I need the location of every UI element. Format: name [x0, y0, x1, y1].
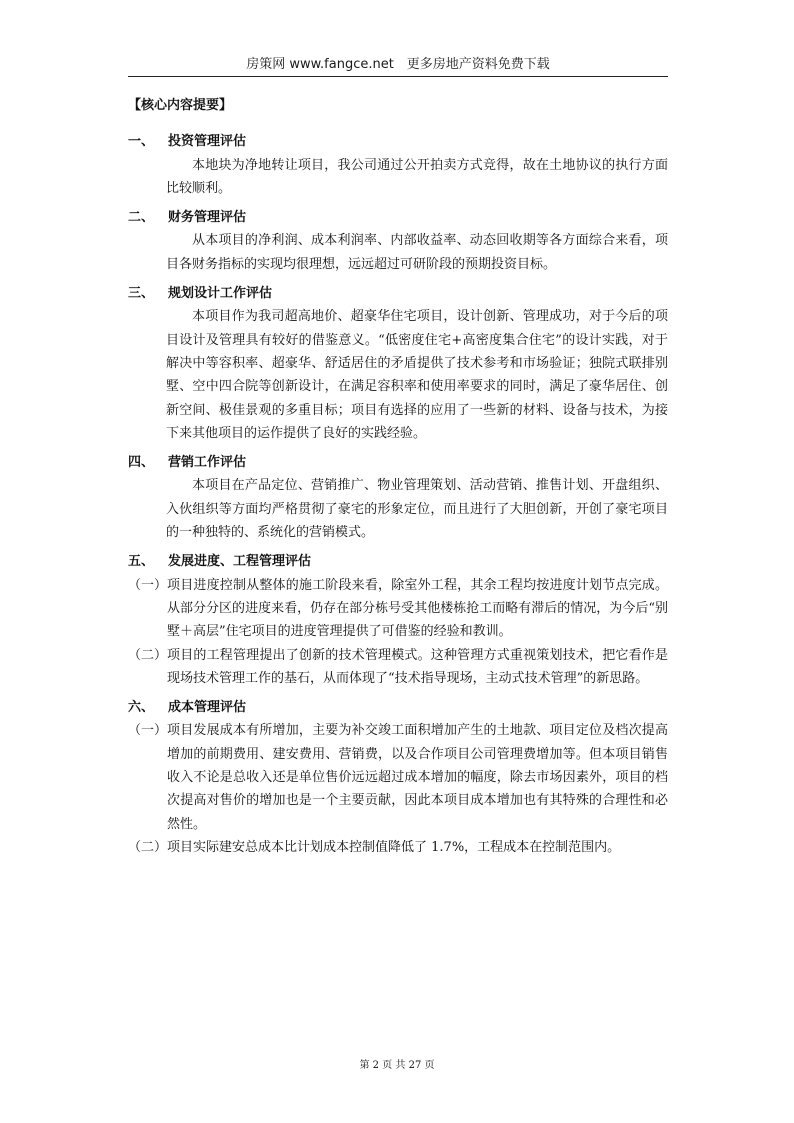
list-item — [128, 719, 668, 835]
item-number: （一） — [128, 723, 168, 739]
item-text: 项目实际建安总成本比计划成本控制值降低了 1.7%，工程成本在控制范围内。 — [167, 839, 621, 855]
page-footer: 第 2 页 共 27 页 — [359, 1060, 435, 1071]
block-title: 【核心内容提要】 — [128, 98, 233, 113]
item-text: 项目发展成本有所增加，主要为补交竣工面积增加产生的土地款、项目定位及档次提高增加的前期费用、建安费用、营销费，以及合作项目公司管理费增加等。但本项目销售收入不论是总收入还是单位售价远远超过成本增加的幅度，除去市场因素外，项目的档次提高对售价的增加也是一个主要贡献，因此本项目成本增加也有其特殊的合理性和必然性。 — [167, 723, 668, 832]
section-paragraph: 本地块为净地转让项目，我公司通过公开拍卖方式竞得，故在土地协议的执行方面比较顺利。 — [166, 157, 668, 196]
item-number: （二） — [128, 839, 168, 855]
section-paragraph: 本项目作为我司超高地价、超豪华住宅项目，设计创新、管理成功，对于今后的项目设计及管理具有较好的借鉴意义。“低密度住宅+高密度集合住宅”的设计实践，对于解决中等容积率、超豪华、舒适居住的矛盾提供了技术参考和市场验证；独院式联排别墅、空中四合院等创新设计，在满足容积率和使用率要求的同时，满足了豪华居住、创新空间、极佳景观的多重目标；项目有选择的应用了一些新的材料、设备与技术，为接下来其他项目的运作提供了良好的实践经验。 — [166, 309, 668, 441]
list-item — [128, 574, 668, 644]
list-item — [128, 836, 668, 859]
item-text: 项目的工程管理提出了创新的技术管理模式。这种管理方式重视策划技术，把它看作是现场技术管理工作的基石，从而体现了“技术指导现场，主动式技术管理”的新思路。 — [167, 647, 668, 686]
section-number: 二、 — [128, 210, 155, 226]
section-number: 一、 — [128, 134, 155, 150]
section-heading — [128, 550, 668, 573]
item-text: 项目进度控制从整体的施工阶段来看，除室外工程，其余工程均按进度计划节点完成。从部分分区的进度来看，仍存在部分栋号受其他楼栋抢工而略有滞后的情况，为今后“别墅＋高层”住宅项目的进度管理提供了可借鉴的经验和教训。 — [167, 577, 668, 640]
section-title: 营销工作评估 — [168, 455, 247, 471]
section-number: 六、 — [128, 700, 155, 716]
section-title: 发展进度、工程管理评估 — [168, 554, 312, 570]
section-number: 五、 — [128, 554, 155, 570]
section-paragraph: 从本项目的净利润、成本利润率、内部收益率、动态回收期等各方面综合来看，项目各财务指标的实现均很理想，远远超过可研阶段的预期投资目标。 — [166, 233, 668, 272]
section-heading — [128, 282, 668, 305]
header-divider — [128, 76, 668, 77]
item-number: （二） — [128, 647, 168, 663]
document-body — [128, 94, 668, 859]
section-paragraph: 本项目在产品定位、营销推广、物业管理策划、活动营销、推售计划、开盘组织、入伙组织等方面均严格贯彻了豪宅的形象定位，而且进行了大胆创新，开创了豪宅项目的一种独特的、系统化的营销模式。 — [166, 478, 668, 541]
list-item — [128, 644, 668, 691]
section-heading — [128, 696, 668, 719]
section-title: 财务管理评估 — [168, 210, 247, 226]
section-title: 投资管理评估 — [168, 134, 247, 150]
section-heading — [128, 206, 668, 229]
item-number: （一） — [128, 577, 168, 593]
section-heading — [128, 130, 668, 153]
section-number: 三、 — [128, 286, 155, 302]
section-title: 规划设计工作评估 — [168, 286, 273, 302]
section-heading — [128, 451, 668, 474]
section-number: 四、 — [128, 455, 155, 471]
page-header: 房策网 www.fangce.net 更多房地产资料免费下载 — [246, 57, 550, 72]
section-title: 成本管理评估 — [168, 700, 247, 716]
